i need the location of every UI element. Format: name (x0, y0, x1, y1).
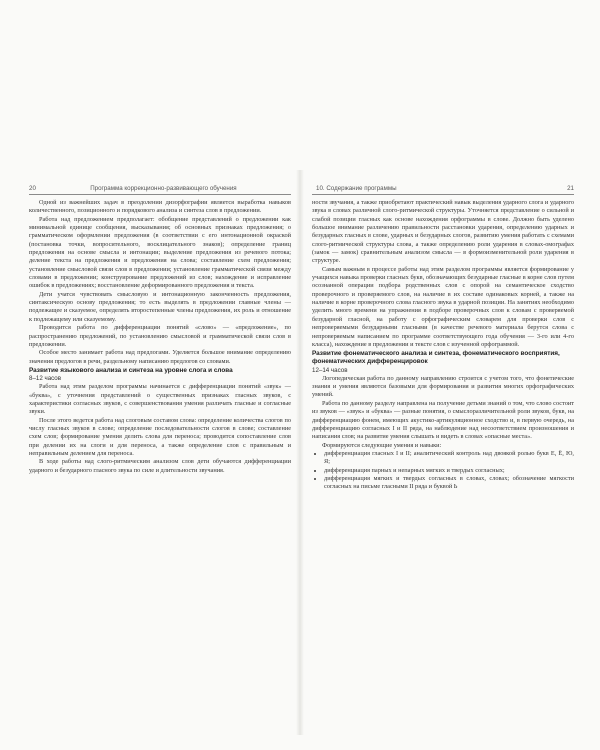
skills-list (312, 450, 574, 492)
paragraph: В ходе работы над слого-ритмическим анализом слов дети обучаются дифференциации ударного и безударного гласного звука по силе и длительности звучания. (29, 458, 291, 474)
paragraph: Самым важным в процессе работы над этим разделом программы является формирование у учащихся навыка проверки гласных букв, обозначающих безударные гласные в корне слов путем осознанной операции подбора родственных слов с опорой на семантическое сходство проверочного и проверяемого слов, на наличие в их составе одинаковых корней, а также на наличие в корне проверочного слова гласного звука в ударной позиции. На занятиях необходимо уделить много времени на упражнения в подборе проверочных слов к словам с проверяемой безударной гласной, на работу с орфографическим словарем для проверки слов с непроверяемыми безударными гласными (в качестве речевого материала берутся слова с непроверяемым написанием по программе соответствующего года обучения — 3-го или 4-го класса), нахождение в предложении и тексте слов с изученной орфограммой. (312, 265, 574, 348)
book-gutter (296, 170, 304, 735)
right-page-header (312, 185, 574, 195)
page-number: 21 (567, 185, 574, 192)
paragraph: Логопедическая работа по данному направлению строится с учетом того, что фонетические знания и умения являются базовыми для формирования и развития многих орфографических умений. (312, 374, 574, 399)
list-item: • дифференциация мягких и твердых согласных в словах, словах; обозначение мягкости согласных на письме гласными II ряда и буквой Ь (324, 475, 574, 492)
paragraph: Работа по данному разделу направлена на получение детьми знаний о том, что слово состоит из звуков — «звук» и «буква» — разные понятия, о смыслоразличительной роли звуков, букв, на дифференциацию фонем, имеющих акустико-артикуляционное сходство и, в первую очередь, на дифференциацию согласных I и II ряда, на наблюдение над несоответствием произношения и написания слов; на развитие умения слышать и видеть в словах «опасные места». (312, 399, 574, 441)
paragraph: После этого ведется работа над слоговым составом слова: определение количества слогов по числу гласных звуков в слове; определение последовательности слогов в слове; составление схем слов; формирование умения делить слова для переноса; проводится сопоставление слов при делении их на слоги и для переноса, а также определение слов с правильным и неправильным делением для переноса. (29, 416, 291, 458)
paragraph: ности звучания, а также приобретают практический навык выделения ударного слога и ударного звука в словах различной слого-ритмической структуры. Уточняется представление о сильной и слабой позиции гласных как основе нахождения орфограммы в слове. Должно быть уделено большое внимание различению правильности расстановки ударения, определению ударных и безударных гласных в слове, ударных и безударных слогов, развитию умения работать с схемами слого-ритмической структуры слова, а также определению роли ударения в словах-омографах (замок — замок) сравнительным анализом смысла — в формоизменительной роли ударения в структуре. (312, 199, 574, 265)
page-number: 20 (29, 185, 36, 192)
paragraph: Особое место занимает работа над предлогами. Уделяется большое внимание определению значения предлогов в речи, раздельному написанию предлогов со словами. (29, 349, 291, 365)
section-hours: 12–14 часов (312, 366, 348, 374)
right-page (312, 185, 574, 725)
paragraph: Одной из важнейших задач в преодолении дизорфографии является выработка навыков количественного, позиционного и порядкового анализа и синтеза слов в предложении. (29, 199, 291, 215)
section-title: Развитие фонематического анализа и синтеза, фонематического восприятия, фонематических дифференцировок (312, 350, 560, 366)
paragraph: Формируются следующие умения и навыки: (322, 441, 442, 449)
left-page-header (29, 185, 291, 195)
left-page (29, 185, 291, 725)
list-item: • дифференциация гласных I и II; аналитический контроль над двоякой ролью букв Е, Ё, Ю, Я; (324, 450, 574, 467)
paragraph: Работа над этим разделом программы начинается с дифференциации понятий «звук» — «буква», с уточнения представлений о существенных признаках гласных звуков, с характеристики согласных звуков, с совершенствования умения различать гласные и согласные звуки. (29, 383, 291, 416)
paragraph: Проводится работа по дифференциации понятий «слово» — «предложение», по распространению предложений, по установлению смысловой и грамматической связи слов в предложении. (29, 324, 291, 348)
paragraph: Дети учатся чувствовать смысловую и интонационную законченность предложения, синтаксическую основу предложения; то есть выделять в предложении главные члены — подлежащее и сказуемое, определять второстепенные члены предложения, их роль и отношение к подлежащему или сказуемому. (29, 290, 291, 323)
section-hours: 8–12 часов (29, 375, 62, 383)
running-title: 10. Содержание программы (316, 185, 397, 192)
section-title: Развитие языкового анализа и синтеза на уровне слога и слова (29, 366, 233, 374)
paragraph: Работа над предложением предполагает: обобщение представлений о предложении как минимальной единице сообщения, высказывания; об основных признаках предложения; о грамматическом оформлении предложения (в соответствии с его интонационной окраской (постановка точки, вопросительного, восклицательного знаков); определение границ предложения на основе смысла и интонации; выделение предложения из речевого потока; деление текста на предложения и предложения на слова; составление схем предложения; установление смысловой связи слов в предложении; установление грамматической связи между словами в предложении; конструирование предложений из слов; нахождение и исправление ошибок в предложениях; восстановление деформированного предложения и текста. (29, 215, 291, 290)
running-title: Программа коррекционно-развивающего обучения (90, 185, 237, 192)
list-item: • дифференциация парных и непарных мягких и твердых согласных; (324, 467, 574, 475)
